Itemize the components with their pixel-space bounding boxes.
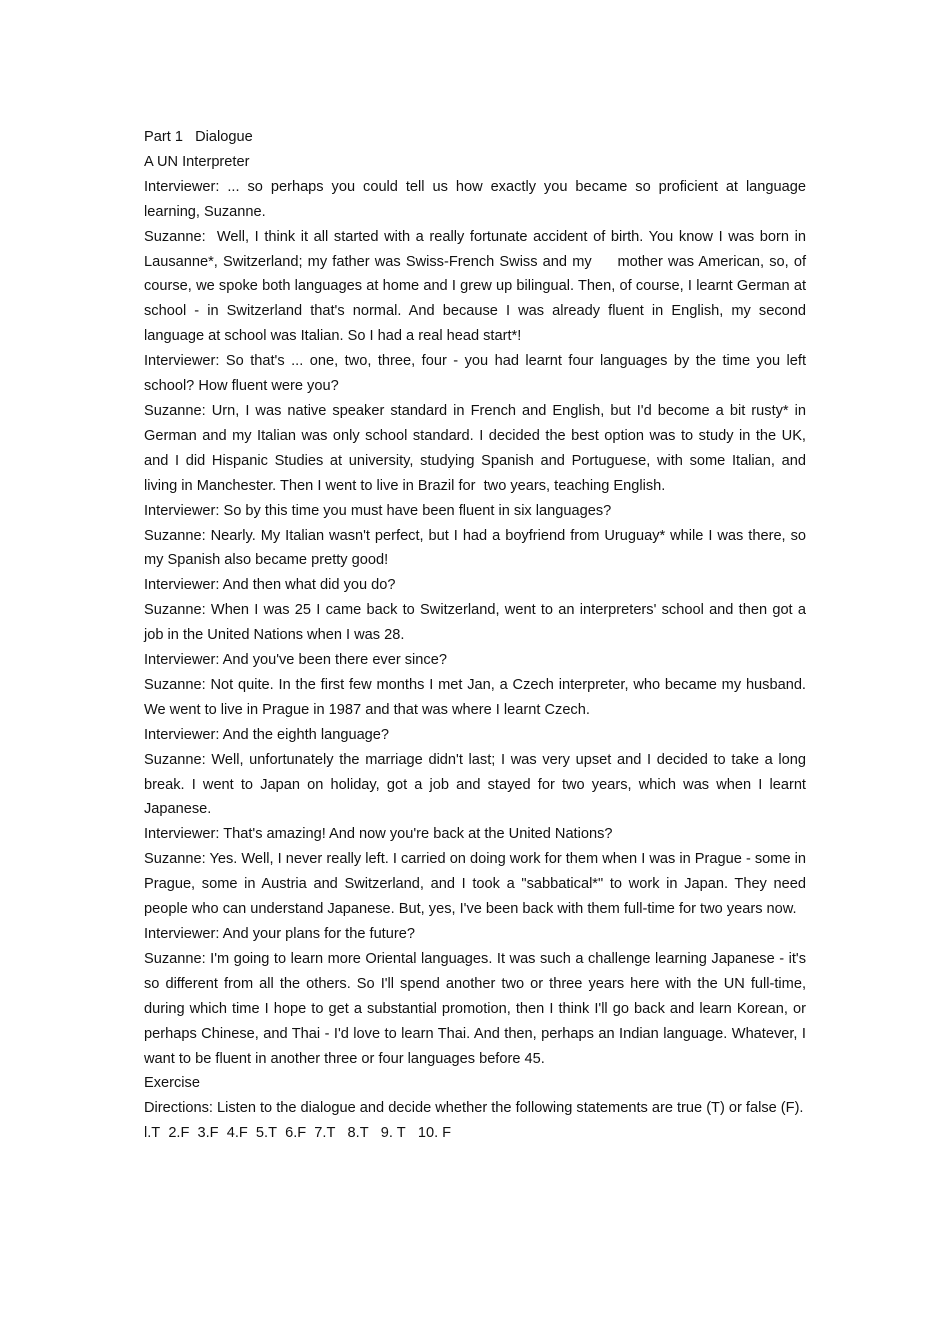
answer-key: l.T 2.F 3.F 4.F 5.T 6.F 7.T 8.T 9. T 10. F (144, 1125, 452, 1142)
dialogue-line: Suzanne: Urn, I was native speaker standard in French and English, but I'd become a bit rusty* in German and my Italian was only school standard. I decided the best option was to study in the UK, and I did Hispanic Studies at university, studying Spanish and Portuguese, with some Italian, and living in Manchester. Then I went to live in Brazil for two years, teaching English. (144, 402, 806, 494)
dialogue-line: Interviewer: And the eighth language? (144, 726, 390, 743)
dialogue-title: A UN Interpreter (144, 153, 250, 170)
dialogue-line: Suzanne: Nearly. My Italian wasn't perfect, but I had a boyfriend from Uruguay* while I was there, so my Spanish also became pretty good! (144, 527, 806, 569)
exercise-directions: Directions: Listen to the dialogue and decide whether the following statements are true (T) or false (F). (144, 1100, 804, 1117)
dialogue-line: Interviewer: That's amazing! And now you're back at the United Nations? (144, 826, 613, 843)
dialogue-line: Interviewer: So by this time you must have been fluent in six languages? (144, 502, 612, 519)
part-heading: Part 1 Dialogue (144, 129, 253, 145)
dialogue-line: Interviewer: So that's ... one, two, three, four - you had learnt four languages by the time you left school? How fluent were you? (144, 353, 806, 395)
dialogue-line: Interviewer: And your plans for the future? (144, 926, 415, 942)
dialogue-line: Suzanne: Not quite. In the first few months I met Jan, a Czech interpreter, who became my husband. We went to live in Prague in 1987 and that was where I learnt Czech. (144, 676, 806, 718)
dialogue-line: Suzanne: When I was 25 I came back to Switzerland, went to an interpreters' school and then got a job in the United Nations when I was 28. (144, 602, 806, 644)
document-page (144, 125, 806, 1146)
dialogue-line: Suzanne: Yes. Well, I never really left. I carried on doing work for them when I was in Prague - some in Prague, some in Austria and Switzerland, and I took a "sabbatical*" to work in Japan. They need people who can understand Japanese. But, yes, I've been back with them full-time for two years now. (144, 851, 806, 918)
exercise-heading: Exercise (144, 1075, 200, 1092)
dialogue-line: Interviewer: And you've been there ever since? (144, 652, 447, 669)
dialogue-line: Interviewer: ... so perhaps you could tell us how exactly you became so proficient at language learning, Suzanne. (144, 178, 806, 220)
dialogue-line: Suzanne: Well, unfortunately the marriage didn't last; I was very upset and I decided to take a long break. I went to Japan on holiday, got a job and stayed for two years, which was when I learnt Japanese. (144, 751, 806, 818)
dialogue-line: Interviewer: And then what did you do? (144, 577, 396, 594)
dialogue-line: Suzanne: Well, I think it all started with a really fortunate accident of birth. You know I was born in Lausanne*, Switzerland; my father was Swiss-French Swiss and my mother was American, so, of course, we spoke both languages at home and I grew up bilingual. Then, of course, I learnt German at school - in Switzerland that's normal. And because I was already fluent in English, my second language at school was Italian. So I had a real head start*! (144, 228, 806, 345)
dialogue-line: Suzanne: I'm going to learn more Oriental languages. It was such a challenge learning Japanese - it's so different from all the others. So I'll spend another two or three years here with the UN full-time, during which time I hope to get a substantial promotion, then I think I'll go back and learn Korean, or perhaps Chinese, and Thai - I'd love to learn Thai. And then, perhaps an Indian language. Whatever, I want to be fluent in another three or four languages before 45. (144, 950, 806, 1067)
